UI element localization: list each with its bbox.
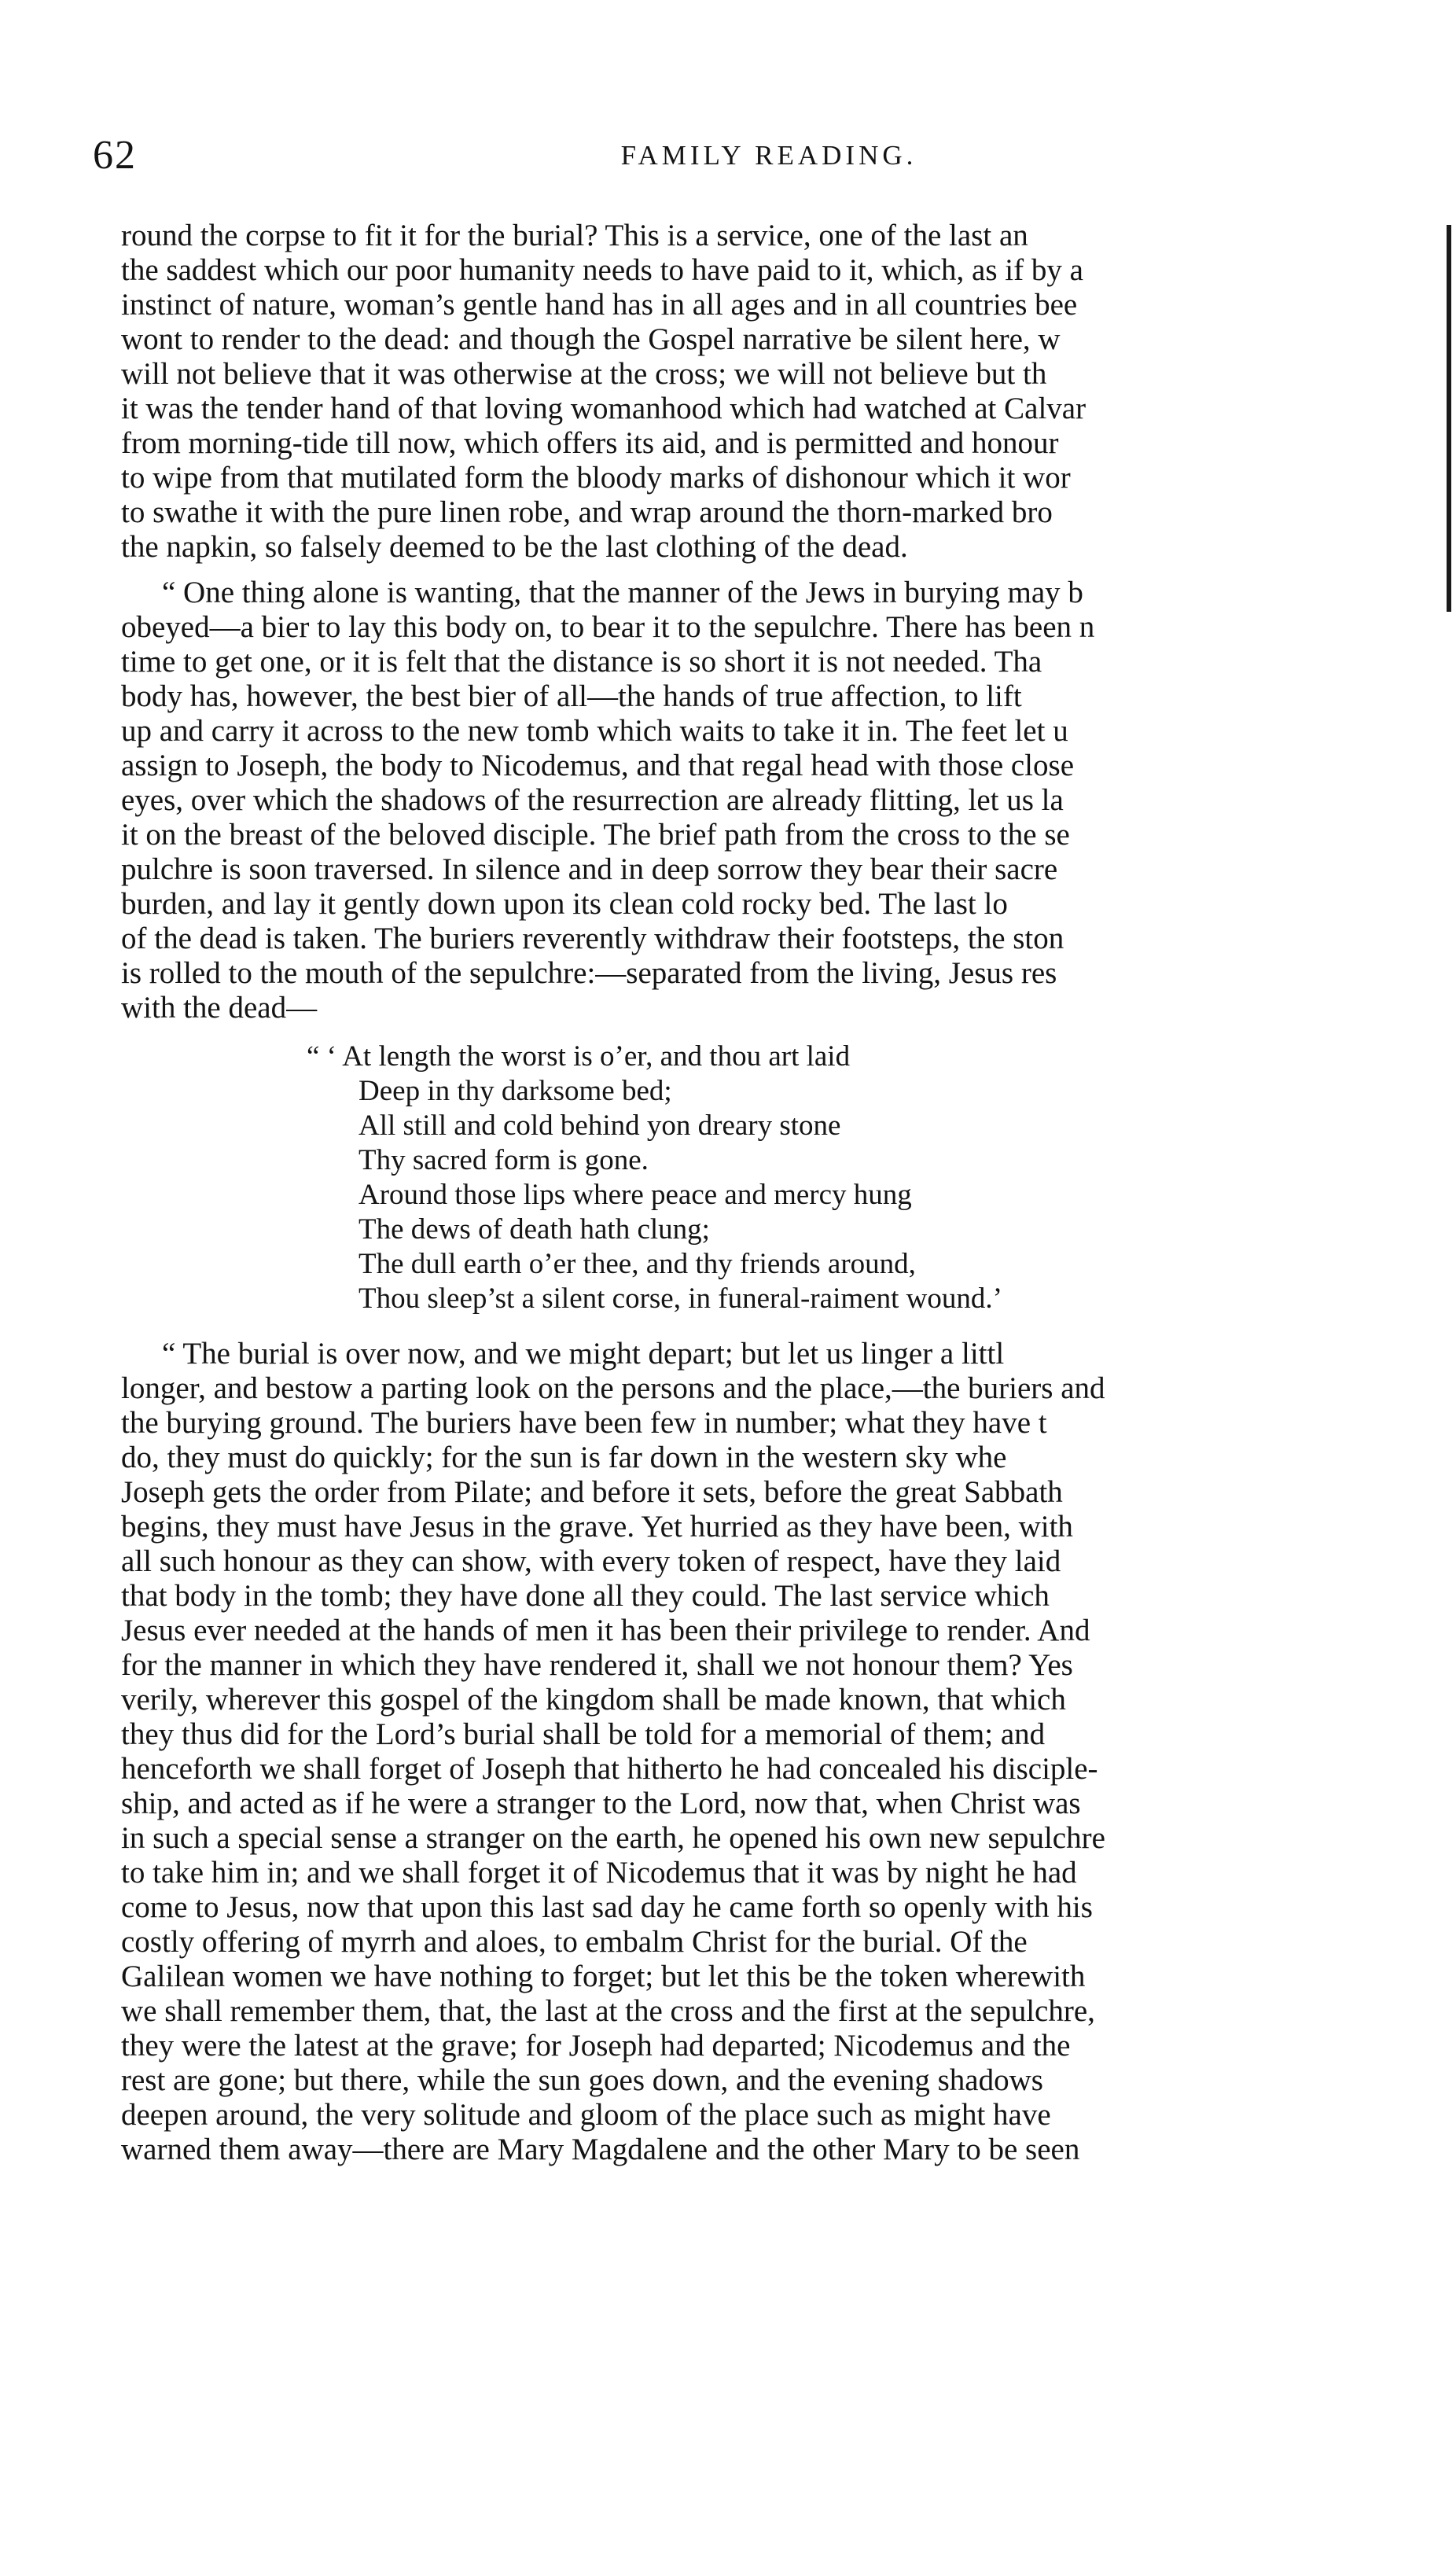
paragraph-1: [121, 219, 1442, 565]
paragraph-3: [121, 1337, 1442, 2167]
text-line: henceforth we shall forget of Joseph that hitherto he had concealed his disciple-: [121, 1752, 1098, 1786]
paragraph-2: [121, 576, 1442, 1025]
text-line: the saddest which our poor humanity needs to have paid to it, which, as if by a: [121, 253, 1083, 287]
text-line: begins, they must have Jesus in the grave. Yet hurried as they have been, with: [121, 1510, 1073, 1544]
text-line: rest are gone; but there, while the sun goes down, and the evening shadows: [121, 2063, 1043, 2097]
poem-line: The dews of death hath clung;: [358, 1213, 710, 1246]
text-line: will not believe that it was otherwise at the cross; we will not believe but th: [121, 357, 1047, 391]
text-line: up and carry it across to the new tomb which waits to take it in. The feet let u: [121, 714, 1068, 748]
poem-line: Around those lips where peace and mercy hung: [358, 1179, 912, 1211]
text-line: all such honour as they can show, with every token of respect, have they laid: [121, 1544, 1061, 1578]
text-line: verily, wherever this gospel of the kingdom shall be made known, that which: [121, 1683, 1066, 1717]
text-line: warned them away—there are Mary Magdalene and the other Mary to be seen: [121, 2133, 1080, 2166]
text-line: Jesus ever needed at the hands of men it has been their privilege to render. And: [121, 1614, 1090, 1647]
paragraph-gap: [121, 565, 1442, 576]
text-line: pulchre is soon traversed. In silence and in deep sorrow they bear their sacre: [121, 852, 1058, 886]
text-line: it on the breast of the beloved disciple. The brief path from the cross to the se: [121, 818, 1070, 852]
text-line: costly offering of myrrh and aloes, to embalm Christ for the burial. Of the: [121, 1925, 1028, 1959]
margin-rule: [1447, 225, 1451, 612]
text-line: instinct of nature, woman’s gentle hand has in all ages and in all countries bee: [121, 288, 1078, 322]
text-line: time to get one, or it is felt that the distance is so short it is not needed. Tha: [121, 645, 1042, 679]
poem-line: Thou sleep’st a silent corse, in funeral-raiment wound.’: [358, 1283, 1002, 1315]
text-line: “ The burial is over now, and we might depart; but let us linger a littl: [162, 1337, 1005, 1371]
text-line: wont to render to the dead: and though the Gospel narrative be silent here, w: [121, 322, 1061, 356]
page-header: [93, 132, 1445, 179]
text-line: assign to Joseph, the body to Nicodemus, and that regal head with those close: [121, 749, 1075, 782]
text-line: to swathe it with the pure linen robe, and wrap around the thorn-marked bro: [121, 495, 1053, 529]
text-line: of the dead is taken. The buriers reverently withdraw their footsteps, the ston: [121, 922, 1064, 955]
text-line: the napkin, so falsely deemed to be the last clothing of the dead.: [121, 530, 908, 564]
text-line: in such a special sense a stranger on the earth, he opened his own new sepulchre: [121, 1821, 1105, 1855]
running-head: FAMILY READING.: [620, 140, 917, 171]
text-line: the burying ground. The buriers have been few in number; what they have t: [121, 1406, 1047, 1440]
page-number: 62: [93, 133, 137, 178]
text-line: for the manner in which they have rendered it, shall we not honour them? Yes: [121, 1648, 1073, 1682]
text-line: come to Jesus, now that upon this last sad day he came forth so openly with his: [121, 1890, 1093, 1924]
text-line: with the dead—: [121, 991, 318, 1025]
text-line: they were the latest at the grave; for Joseph had departed; Nicodemus and the: [121, 2029, 1071, 2063]
poem-line: “ ‘ At length the worst is o’er, and thou art laid: [307, 1040, 851, 1073]
text-line: “ One thing alone is wanting, that the manner of the Jews in burying may b: [162, 576, 1083, 609]
text-line: we shall remember them, that, the last at the cross and the first at the sepulchre,: [121, 1994, 1095, 2028]
text-line: is rolled to the mouth of the sepulchre:—separated from the living, Jesus res: [121, 956, 1057, 990]
text-line: to wipe from that mutilated form the bloody marks of dishonour which it wor: [121, 461, 1071, 495]
text-line: Joseph gets the order from Pilate; and before it sets, before the great Sabbath: [121, 1475, 1063, 1509]
text-line: longer, and bestow a parting look on the persons and the place,—the buriers and: [121, 1371, 1105, 1405]
text-line: obeyed—a bier to lay this body on, to bear it to the sepulchre. There has been n: [121, 610, 1095, 644]
text-line: eyes, over which the shadows of the resurrection are already flitting, let us la: [121, 783, 1064, 817]
poem-line: The dull earth o’er thee, and thy friends around,: [358, 1248, 916, 1280]
text-line: ship, and acted as if he were a stranger to the Lord, now that, when Christ was: [121, 1787, 1081, 1820]
poem-quotation: [121, 1040, 1442, 1316]
text-line: it was the tender hand of that loving womanhood which had watched at Calvar: [121, 392, 1086, 425]
text-line: from morning-tide till now, which offers its aid, and is permitted and honour: [121, 426, 1059, 460]
text-line: body has, however, the best bier of all—the hands of true affection, to lift: [121, 679, 1022, 713]
body-text: [121, 219, 1442, 2167]
poem-line: Thy sacred form is gone.: [358, 1144, 649, 1176]
text-line: round the corpse to fit it for the burial? This is a service, one of the last an: [121, 219, 1028, 252]
poem-line: All still and cold behind yon dreary stone: [358, 1110, 841, 1142]
text-line: burden, and lay it gently down upon its clean cold rocky bed. The last lo: [121, 887, 1008, 921]
poem-line: Deep in thy darksome bed;: [358, 1075, 672, 1107]
text-line: Galilean women we have nothing to forget; but let this be the token wherewith: [121, 1960, 1086, 1993]
text-line: that body in the tomb; they have done all they could. The last service which: [121, 1579, 1050, 1613]
text-line: to take him in; and we shall forget it of Nicodemus that it was by night he had: [121, 1856, 1077, 1890]
text-line: do, they must do quickly; for the sun is far down in the western sky whe: [121, 1441, 1007, 1474]
text-line: deepen around, the very solitude and gloom of the place such as might have: [121, 2098, 1051, 2132]
text-line: they thus did for the Lord’s burial shall be told for a memorial of them; and: [121, 1717, 1046, 1751]
